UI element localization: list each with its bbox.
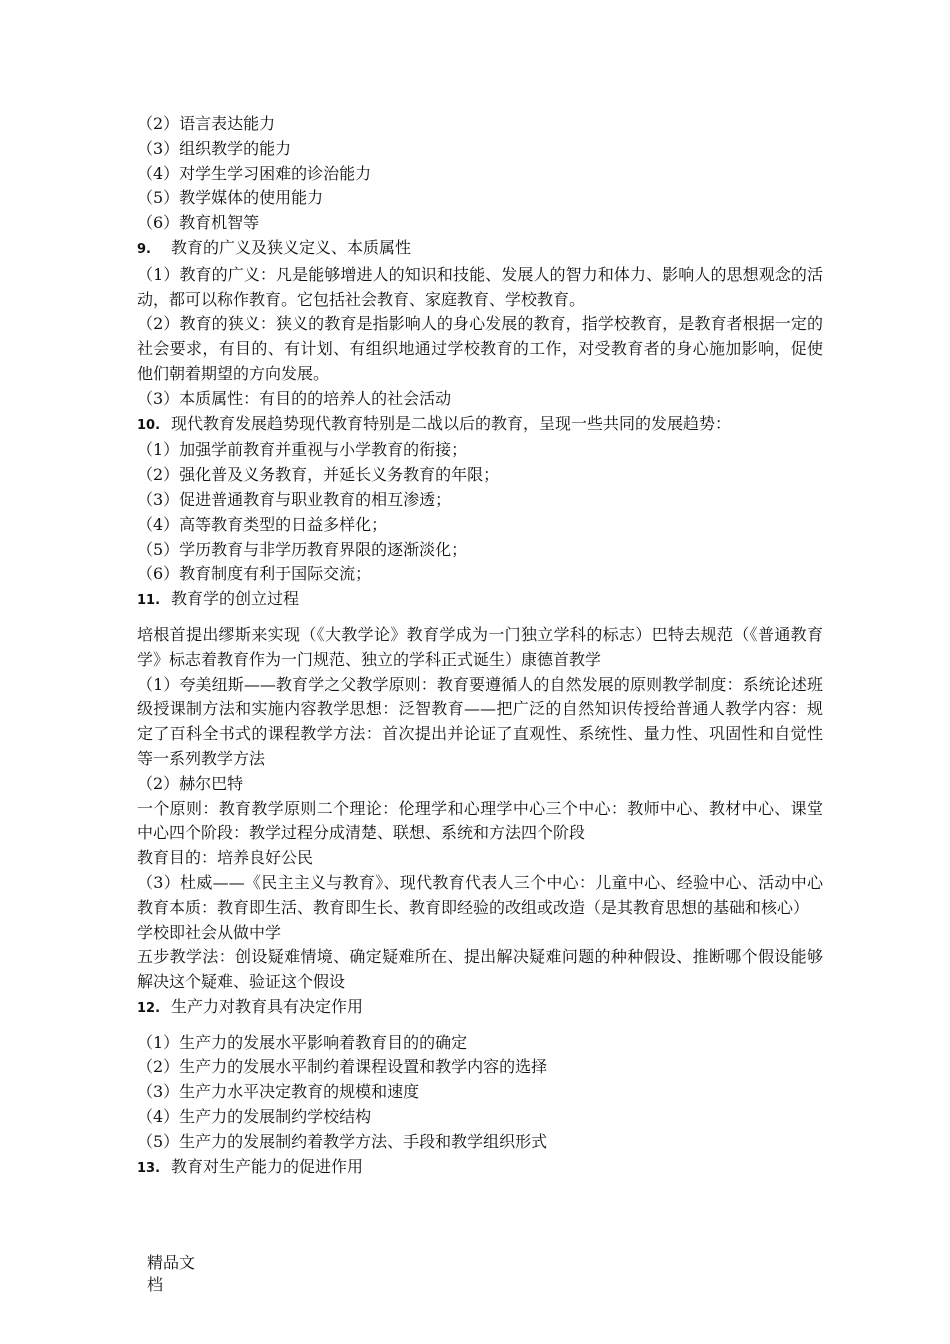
text-line: （2）生产力的发展水平制约着课程设置和教学内容的选择 [137,1057,548,1077]
footer-watermark [147,1252,207,1296]
text-line: （3）生产力水平决定教育的规模和速度 [137,1082,420,1102]
text-line: （6）教育制度有利于国际交流； [137,564,372,584]
section-title: 教育的广义及狭义定义、本质属性 [171,237,412,257]
section-number: 9. [137,241,151,257]
section-number: 10. [137,417,161,433]
text-line: （2）语言表达能力 [137,114,276,133]
text-line: （2）强化普及义务教育，并延长义务教育的年限； [137,465,500,485]
section-heading [137,236,823,263]
paragraph: 培根首提出缪斯来实现（《大教学论》教育学成为一门独立学科的标志）巴特去规范（《普通教育学》标志着教育作为一门规范、独立的学科正式诞生）康德首教学 [137,624,823,669]
paragraph: （1）教育的广义：凡是能够增进人的知识和技能、发展人的智力和体力、影响人的思想观念的活动，都可以称作教育。它包括社会教育、家庭教育、学校教育。 [137,264,823,309]
section-title: 生产力对教育具有决定作用 [171,996,364,1016]
text-line: （3）本质属性：有目的的培养人的社会活动 [137,388,452,408]
document-body [137,112,823,1181]
text-line: 教育目的：培养良好公民 [137,848,314,868]
text-line: （3）组织教学的能力 [137,138,292,158]
section-number: 12. [137,1000,161,1016]
text-line: （2）赫尔巴特 [137,773,244,793]
text-line: 学校即社会从做中学 [137,922,282,942]
paragraph: （2）教育的狭义：狭义的教育是指影响人的身心发展的教育，指学校教育，是教育者根据一定的社会要求，有目的、有计划、有组织地通过学校教育的工作，对受教育者的身心施加影响，促使他们朝着期望的方向发展。 [137,314,823,383]
section-title: 教育对生产能力的促进作用 [171,1156,364,1176]
footer-line-2: 档 [147,1275,164,1294]
text-line: （5）生产力的发展制约着教学方法、手段和教学组织形式 [137,1131,548,1151]
text-line: （6）教育机智等 [137,213,260,233]
text-line: （3）促进普通教育与职业教育的相互渗透； [137,489,452,509]
section-title: 现代教育发展趋势现代教育特别是二战以后的教育，呈现一些共同的发展趋势： [171,413,732,433]
footer-line-1: 精品文 [147,1253,196,1272]
paragraph: （3）杜威——《民主主义与教育》、现代教育代表人三个中心：儿童中心、经验中心、活动中心教育本质：教育即生活、教育即生长、教育即经验的改组或改造（是其教育思想的基础和核心） [137,872,823,917]
text-line: （4）对学生学习困难的诊治能力 [137,163,372,183]
section-heading [137,1155,823,1182]
paragraph: 一个原则：教育教学原则二个理论：伦理学和心理学中心三个中心：教师中心、教材中心、课堂中心四个阶段：教学过程分成清楚、联想、系统和方法四个阶段 [137,798,823,843]
text-line: （5）学历教育与非学历教育界限的逐渐淡化； [137,539,468,559]
section-number: 11. [137,593,161,609]
paragraph: （1）夸美纽斯——教育学之父教学原则：教育要遵循人的自然发展的原则教学制度：系统论述班级授课制方法和实施内容教学思想：泛智教育——把广泛的自然知识传授给普通人教学内容：规定了百科全书式的课程教学方法：首次提出并论证了直观性、系统性、量力性、巩固性和自觉性等一系列教学方法 [137,674,823,768]
text-line: （4）生产力的发展制约学校结构 [137,1107,372,1127]
text-line: （1）生产力的发展水平影响着教育目的的确定 [137,1032,468,1052]
text-line: （4）高等教育类型的日益多样化； [137,514,388,534]
text-line: （1）加强学前教育并重视与小学教育的衔接； [137,440,468,460]
text-line: （5）教学媒体的使用能力 [137,188,324,208]
section-heading [137,587,823,614]
section-number: 13. [137,1160,161,1176]
section-title: 教育学的创立过程 [171,589,300,609]
section-heading [137,995,823,1022]
paragraph: 五步教学法：创设疑难情境、确定疑难所在、提出解决疑难问题的种种假设、推断哪个假设能够解决这个疑难、验证这个假设 [137,947,823,992]
section-heading [137,412,823,439]
